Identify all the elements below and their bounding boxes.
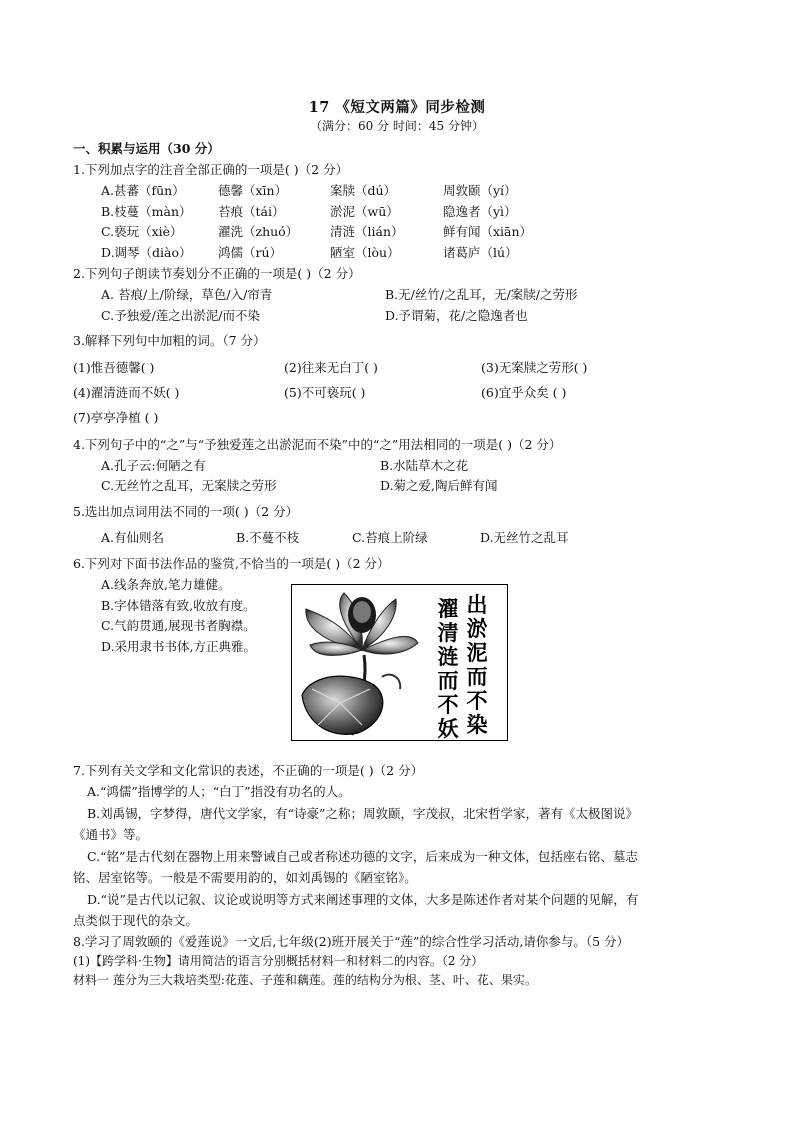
lotus-flower-icon (292, 585, 432, 740)
q1-row-d-4: 诸葛庐（lú） (443, 245, 518, 260)
q1-row-a-1: A.甚蕃（fūn） (101, 183, 185, 198)
q7-option-c-line2: 铭、居室铭等。一般是不需要用韵的，如刘禹锡的《陋室铭》。 (73, 870, 417, 885)
q8-material-1: 材料一 莲分为三大栽培类型:花莲、子莲和藕莲。莲的结构分为根、茎、叶、花、果实。 (73, 973, 537, 987)
question-3-stem: 3.解释下列句中加粗的词。（7 分） (73, 333, 266, 348)
q5-option-b: B.不蔓不枝 (236, 530, 300, 545)
q1-row-b-3: 淤泥（wū） (330, 204, 399, 219)
q6-option-c: C.气韵贯通,展现书者胸襟。 (101, 618, 256, 633)
q2-option-c: C.予独爱/莲之出淤泥/而不染 (101, 308, 261, 323)
q3-item-5: (5)不可亵玩( ) (284, 385, 366, 400)
q6-option-b: B.字体错落有致,收放有度。 (101, 598, 256, 613)
q1-row-b-1: B.枝蔓（màn） (101, 204, 192, 219)
q3-item-6: (6)宜乎众矣 ( ) (481, 385, 567, 400)
q1-row-a-4: 周敦颐（yí） (443, 183, 517, 198)
question-4-stem: 4.下列句子中的“之”与“予独爱莲之出淤泥而不染”中的“之”用法相同的一项是( )（2 分） (73, 437, 562, 452)
question-7-stem: 7.下列有关文学和文化常识的表述，不正确的一项是( )（2 分） (73, 763, 424, 778)
q8-subquestion-1: (1)【跨学科·生物】请用简洁的语言分别概括材料一和材料二的内容。（2 分） (73, 954, 484, 968)
page-title: 17 《短文两篇》同步检测 (308, 99, 486, 116)
q3-item-1: (1)惟吾德馨( ) (73, 360, 155, 375)
q7-option-c-line1: C.“铭”是古代刻在器物上用来警诫自己或者称述功德的文字，后来成为一种文体，包括座右铭、墓志 (87, 849, 638, 864)
q1-row-d-3: 陋室（lòu） (330, 245, 400, 260)
q3-item-4: (4)濯清涟而不妖( ) (73, 385, 180, 400)
q2-option-b: B.无/丝竹/之乱耳，无/案牍/之劳形 (385, 287, 578, 302)
q1-row-c-3: 清涟（lián） (330, 224, 404, 239)
q7-option-b-line1: B.刘禹锡，字梦得，唐代文学家，有“诗豪”之称；周敦颐，字茂叔，北宋哲学家，著有《太极图说》 (87, 806, 638, 821)
q7-option-d-line2: 点类似于现代的杂文。 (73, 913, 199, 928)
q4-option-b: B.水陆草木之花 (380, 458, 469, 473)
q7-option-a: A.“鸿儒”指博学的人；“白丁”指没有功名的人。 (87, 784, 351, 799)
question-1-stem: 1.下列加点字的注音全部正确的一项是( )（2 分） (73, 162, 349, 177)
q3-item-2: (2)往来无白丁( ) (284, 360, 378, 375)
q1-row-c-2: 濯洗（zhuó） (218, 224, 299, 239)
q5-option-d: D.无丝竹之乱耳 (480, 530, 569, 545)
q5-option-a: A.有仙则名 (101, 530, 165, 545)
question-5-stem: 5.选出加点词用法不同的一项( )（2 分） (73, 504, 299, 519)
q6-option-d: D.采用隶书书体,方正典雅。 (101, 639, 257, 654)
q1-row-c-1: C.亵玩（xiè） (101, 224, 183, 239)
q1-row-b-2: 苔痕（tái） (218, 204, 285, 219)
question-2-stem: 2.下列句子朗读节奏划分不正确的一项是( )（2 分） (73, 266, 361, 281)
q2-option-d: D.予谓菊，花/之隐逸者也 (385, 308, 528, 323)
q1-row-d-1: D.调琴（diào） (101, 245, 192, 260)
q3-item-7: (7)亭亭净植 ( ) (73, 410, 159, 425)
q1-row-a-2: 德馨（xīn） (218, 183, 288, 198)
q6-option-a: A.线条奔放,笔力雄健。 (101, 577, 231, 592)
q2-option-a: A. 苔痕/上/阶绿，草色/入/帘青 (101, 287, 273, 302)
calligraphy-column-2: 濯 清 涟 而 不 妖 (437, 596, 459, 741)
q1-row-b-4: 隐逸者（yì） (443, 204, 517, 219)
question-6-stem: 6.下列对下面书法作品的鉴赏,不恰当的一项是( )（2 分） (73, 556, 390, 571)
q7-option-d-line1: D.“说”是古代以记叙、议论或说明等方式来阐述事理的文体，大多是陈述作者对某个问题的见解，有 (87, 892, 639, 907)
q5-option-c: C.苔痕上阶绿 (352, 530, 428, 545)
q3-item-3: (3)无案牍之劳形( ) (481, 360, 588, 375)
calligraphy-column-1: 出 淤 泥 而 不 染 (466, 592, 488, 737)
page-subtitle: （满分：60 分 时间：45 分钟） (310, 119, 484, 133)
q4-option-d: D.菊之爱,陶后鲜有闻 (380, 478, 498, 493)
q1-row-d-2: 鸿儒（rú） (218, 245, 283, 260)
q4-option-a: A.孔子云:何陋之有 (101, 458, 206, 473)
q4-option-c: C.无丝竹之乱耳，无案牍之劳形 (101, 478, 277, 493)
q7-option-b-line2: 《通书》等。 (73, 827, 149, 842)
q1-row-c-4: 鲜有闻（xiān） (443, 224, 533, 239)
question-8-stem: 8.学习了周敦颐的《爱莲说》一文后,七年级(2)班开展关于“莲”的综合性学习活动,请你参与。（5 分） (73, 934, 630, 949)
q1-row-a-3: 案牍（dú） (330, 183, 397, 198)
section-heading: 一、积累与运用（30 分） (73, 141, 220, 156)
calligraphy-image (291, 584, 508, 741)
